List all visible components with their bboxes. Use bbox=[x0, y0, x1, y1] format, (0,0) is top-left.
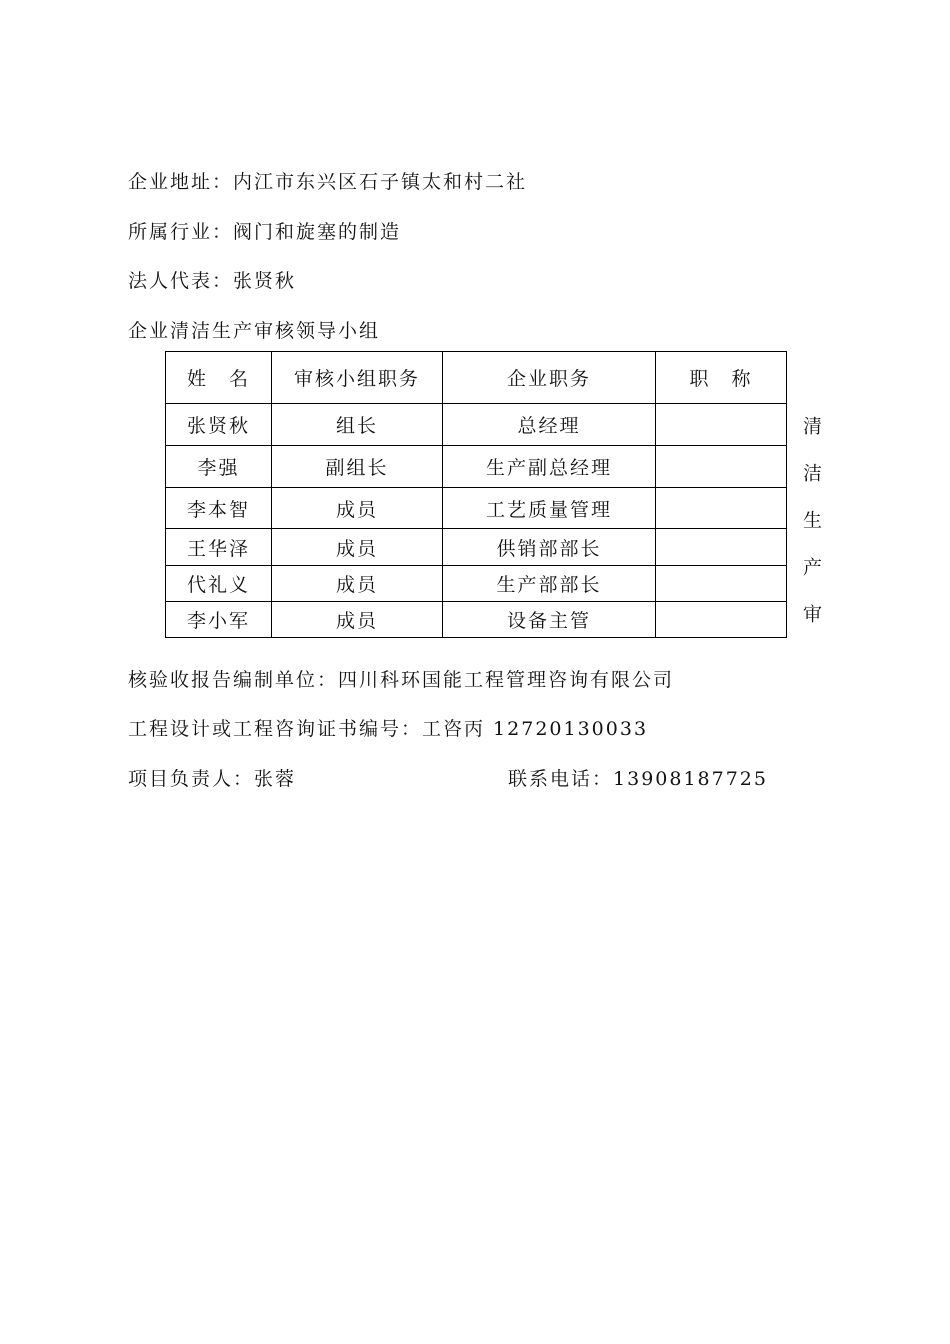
cell-title bbox=[656, 566, 787, 602]
phone-label: 联系电话： bbox=[508, 768, 614, 790]
cell-company-role: 总经理 bbox=[443, 404, 656, 446]
cell-name: 李本智 bbox=[166, 488, 272, 529]
cell-title bbox=[656, 404, 787, 446]
header-title: 职 称 bbox=[656, 352, 787, 404]
contact-line bbox=[508, 764, 768, 791]
manager-value: 张蓉 bbox=[254, 768, 297, 790]
cell-company-role: 设备主管 bbox=[443, 602, 656, 638]
cell-name: 张贤秋 bbox=[166, 404, 272, 446]
cell-company-role: 生产副总经理 bbox=[443, 446, 656, 488]
cell-name: 王华泽 bbox=[166, 529, 272, 566]
header-company-role: 企业职务 bbox=[443, 352, 656, 404]
certificate-label: 工程设计或工程咨询证书编号： bbox=[128, 718, 423, 740]
address-label: 企业地址： bbox=[128, 171, 234, 193]
cell-name: 李强 bbox=[166, 446, 272, 488]
table-row bbox=[166, 404, 787, 446]
cell-name: 李小军 bbox=[166, 602, 272, 638]
cell-group-role: 组长 bbox=[272, 404, 443, 446]
cell-company-role: 工艺质量管理 bbox=[443, 488, 656, 529]
cell-group-role: 成员 bbox=[272, 566, 443, 602]
table-row bbox=[166, 488, 787, 529]
table-row bbox=[166, 529, 787, 566]
header-name: 姓 名 bbox=[166, 352, 272, 404]
table-row bbox=[166, 566, 787, 602]
table-row bbox=[166, 446, 787, 488]
header-group-role: 审核小组职务 bbox=[272, 352, 443, 404]
certificate-value: 工咨丙 12720130033 bbox=[422, 718, 649, 740]
cell-group-role: 副组长 bbox=[272, 446, 443, 488]
table-header-row bbox=[166, 352, 787, 404]
cell-title bbox=[656, 488, 787, 529]
phone-value: 13908187725 bbox=[613, 768, 768, 790]
address-value: 内江市东兴区石子镇太和村二社 bbox=[233, 171, 528, 193]
cell-title bbox=[656, 602, 787, 638]
audit-group-table bbox=[165, 351, 787, 638]
group-title: 企业清洁生产审核领导小组 bbox=[128, 320, 381, 342]
legal-rep-line bbox=[128, 266, 296, 293]
cell-title bbox=[656, 529, 787, 566]
report-unit-value: 四川科环国能工程管理咨询有限公司 bbox=[338, 669, 675, 691]
cell-group-role: 成员 bbox=[272, 602, 443, 638]
manager-label: 项目负责人： bbox=[128, 768, 255, 790]
cell-group-role: 成员 bbox=[272, 488, 443, 529]
cell-title bbox=[656, 446, 787, 488]
address-line bbox=[128, 167, 527, 194]
industry-label: 所属行业： bbox=[128, 221, 234, 243]
cell-company-role: 供销部部长 bbox=[443, 529, 656, 566]
cell-name: 代礼义 bbox=[166, 566, 272, 602]
report-unit-label: 核验收报告编制单位： bbox=[128, 669, 339, 691]
report-unit-line bbox=[128, 665, 674, 692]
table-row bbox=[166, 602, 787, 638]
industry-line bbox=[128, 217, 401, 244]
manager-line bbox=[128, 764, 296, 791]
cell-group-role: 成员 bbox=[272, 529, 443, 566]
vertical-side-text: 清洁生产审 bbox=[800, 416, 822, 651]
cell-company-role: 生产部部长 bbox=[443, 566, 656, 602]
legal-rep-value: 张贤秋 bbox=[233, 270, 297, 292]
industry-value: 阀门和旋塞的制造 bbox=[233, 221, 402, 243]
legal-rep-label: 法人代表： bbox=[128, 270, 234, 292]
certificate-line bbox=[128, 714, 648, 741]
